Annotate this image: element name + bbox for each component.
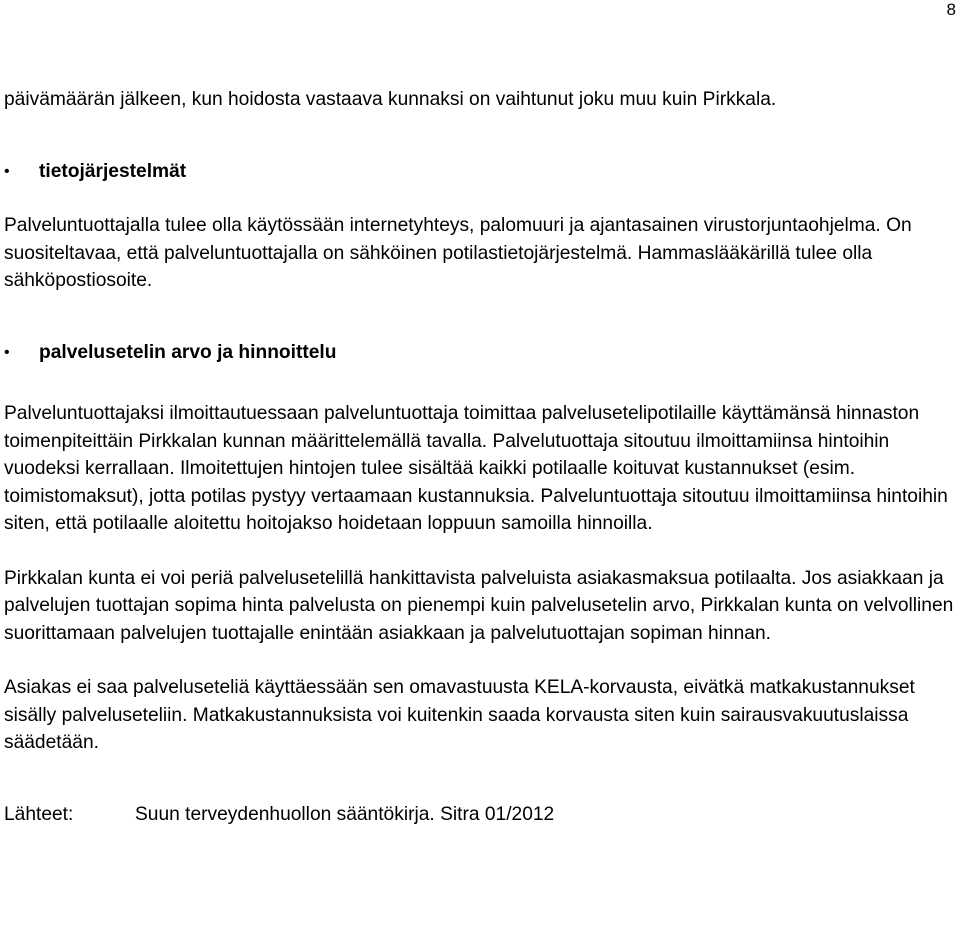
paragraph-asiakasmaksu: Pirkkalan kunta ei voi periä palvelusetelillä hankittavista palveluista asiakasmaksua potilaalta. Jos asiakkaan ja palvelujen tuottajan sopima hinta palvelusta on pienempi kuin palvelusetelin arvo, Pirkkalan kunta on velvollinen suorittamaan palvelujen tuottajalle enintään asiakkaan ja palvelutuottajan sopiman hinnan. <box>4 567 954 644</box>
section-heading-text: tietojärjestelmät <box>39 160 187 182</box>
sources-label: Lähteet: <box>4 803 74 825</box>
section-heading-text: palvelusetelin arvo ja hinnoittelu <box>39 341 337 363</box>
bullet-icon: • <box>4 162 10 180</box>
paragraph-hinnoittelu: Palveluntuottajaksi ilmoittautuessaan palveluntuottaja toimittaa palvelusetelipotilaille käyttämänsä hinnaston toimenpiteittäin Pirkkalan kunnan määrittelemällä tavalla. Palvelutuottaja sitoutuu ilmoittamiinsa hintoihin vuodeksi kerrallaan. Ilmoitettujen hintojen tulee sisältää kaikki potilaalle koituvat kustannukset (esim. toimistomaksut), jotta potilas pystyy vertaamaan kustannuksia. Palveluntuottaja sitoutuu ilmoittamiinsa hintoihin siten, että potilaalle aloitettu hoitojakso hoidetaan loppuun samoilla hinnoilla. <box>4 403 948 534</box>
paragraph-kela-korvaus: Asiakas ei saa palveluseteliä käyttäessään sen omavastuusta KELA-korvausta, eivätkä matkakustannukset sisälly palveluseteliin. Matkakustannuksista voi kuitenkin saada korvausta siten kuin sairausvakuutuslaissa säädetään. <box>4 677 915 753</box>
section-heading-palvelusetelin-arvo <box>4 339 956 367</box>
section-heading-tietojarjestelmat <box>4 158 956 186</box>
sources-text: Suun terveydenhuollon sääntökirja. Sitra 01/2012 <box>135 803 555 825</box>
document-body <box>4 86 956 828</box>
bullet-icon: • <box>4 343 10 361</box>
sources-line <box>4 801 956 829</box>
intro-paragraph: päivämäärän jälkeen, kun hoidosta vastaava kunnaksi on vaihtunut joku muu kuin Pirkkala. <box>4 89 777 110</box>
page-number: 8 <box>946 0 956 19</box>
paragraph-tietojarjestelmat: Palveluntuottajalla tulee olla käytössään internetyhteys, palomuuri ja ajantasainen virustorjuntaohjelma. On suositeltavaa, että palveluntuottajalla on sähköinen potilastietojärjestelmä. Hammaslääkärillä tulee olla sähköpostiosoite. <box>4 215 912 291</box>
